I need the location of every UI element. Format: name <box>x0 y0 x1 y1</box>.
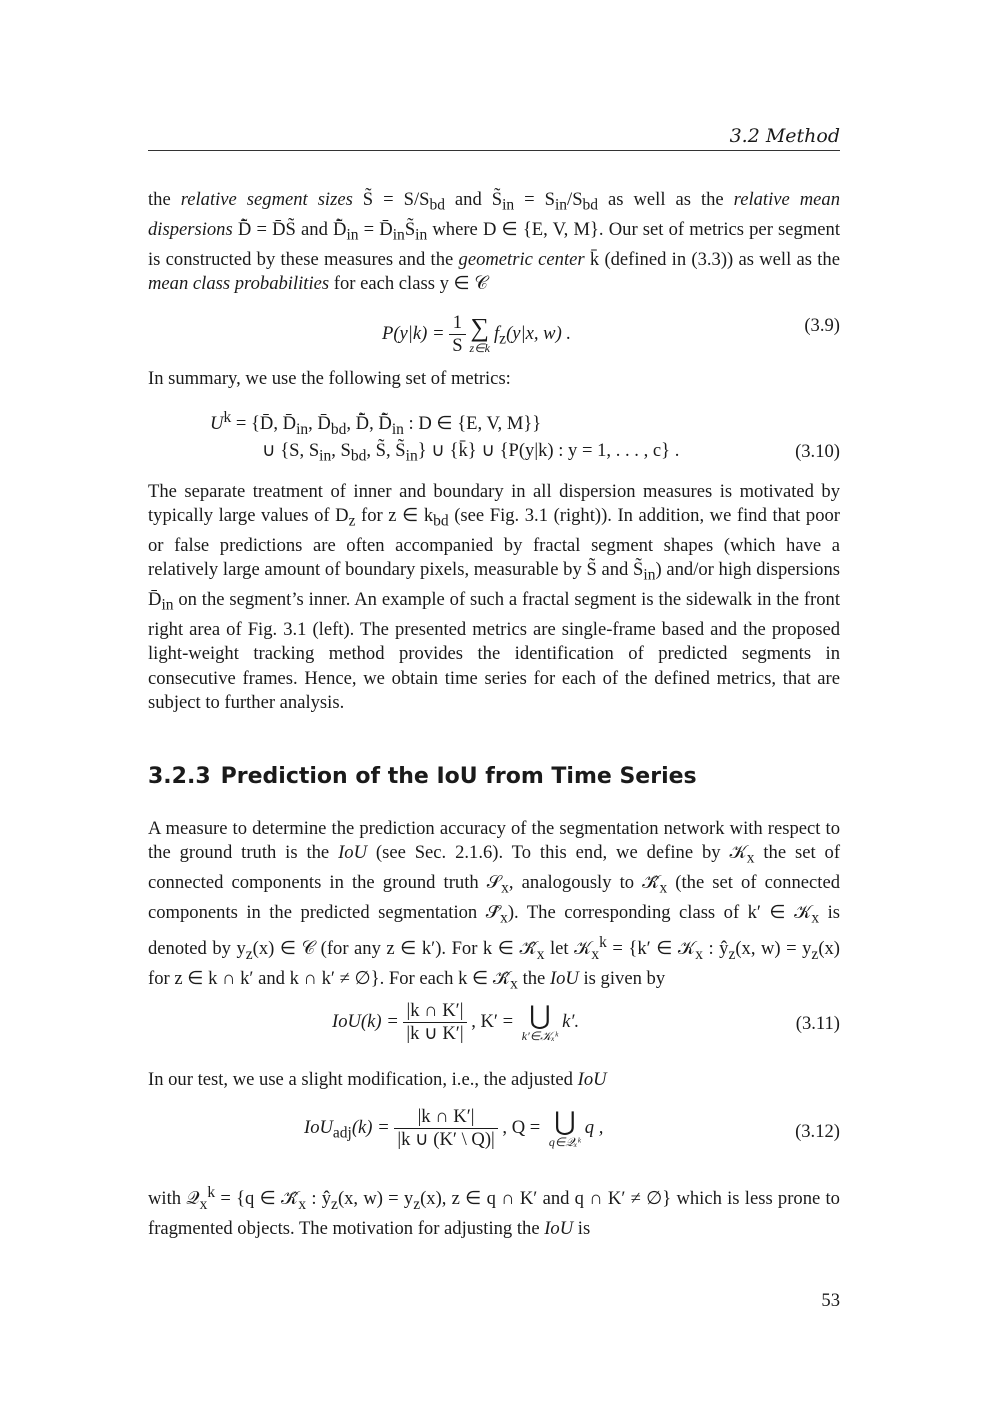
equation-3-11: IoU(k) = $\frac{|k \cap K'|}{|k \cup K'|}$ , K′ = ⋃ k′∈𝒦ₓᵏ k′. <box>332 1000 580 1044</box>
union-operator: ⋃ k′∈𝒦ₓᵏ <box>521 1000 559 1043</box>
equation-3-9: P(y|k) = $\frac{1}{S}$ ∑ z∈k $f_z(y|x$, w) . <box>382 312 572 356</box>
header-rule <box>148 150 840 151</box>
paragraph-adjusted-iou: In our test, we use a slight modification, i.e., the adjusted IoU <box>148 1069 607 1090</box>
equation-label-3-9: (3.9) <box>804 315 840 336</box>
running-header: 3.2 Method <box>729 125 840 147</box>
equation-label-3-11: (3.11) <box>795 1013 840 1034</box>
page-number: 53 <box>821 1290 840 1311</box>
sum-operator: ∑ z∈k <box>469 312 490 355</box>
union-operator: ⋃ q∈𝒬ₓᵏ <box>548 1106 581 1149</box>
section-heading: 3.2.3 Prediction of the IoU from Time Series <box>148 764 697 789</box>
paragraph-dispersion-treatment: The separate treatment of inner and boundary in all dispersion measures is motivated by typically large values of $D_z$ for z ∈ $k_{bd}$ (see Fig. 3.1 (right)). In addition, we find that poor or false predictions are often accompanied by fractal segment shapes (which have a relatively large amount of boundary pixels, measurable by S̃ and $S̃_{in}$) and/or high dispersions $D̄_{in}$ on the segment’s inner. An example of such a fractal segment is the sidewalk in the front right area of Fig. 3.1 (left). The presented metrics are single-frame based and the proposed light-weight tracking method provides the identification of predicted segments in consecutive frames. Hence, we obtain time series for each of the defined metrics, that are subject to further analysis. <box>148 481 840 713</box>
fraction: $\frac{1}{S}$ <box>449 312 465 357</box>
equation-3-12: IoU$_{adj}$(k) = $\frac{|k \cap K'|}{|k \cup (K' \backslash Q)|}$ , Q = ⋃ q∈𝒬ₓᵏ q , <box>304 1106 604 1150</box>
equation-label-3-12: (3.12) <box>795 1121 840 1142</box>
equation-label-3-10: (3.10) <box>795 441 840 462</box>
fraction: $\frac{|k \cap K'|}{|k \cup K'|}$ <box>403 1000 466 1045</box>
paragraph-relative-sizes: the relative segment sizes S̃ = $S/S_{bd}$ and $S̃_{in} = S_{in}/S_{bd}$ as well as the relative mean dispersions D̃̄ = D̄S̃ and $D̃̄_{in}$ = $D̄_{in}S̃_{in}$ where D ∈ {E, V, M}. Our set of metrics per segment is constructed by these measures and the geometric center k̄ (defined in (3.3)) as well as the mean class probabilities for each class y ∈ 𝒞 <box>148 189 841 295</box>
fraction: $\frac{|k \cap K'|}{|k \cup (K' \backslash Q)|}$ <box>394 1106 497 1151</box>
equation-3-10-line1: $U^k$ = {D̄, $D̄_{in}$, $D̄_{bd}$, D̃̄, $D̃̄_{in}$ : D ∈ {E, V, M}} <box>210 409 542 438</box>
paragraph-iou-definition: A measure to determine the prediction accuracy of the segmentation network with respect to the ground truth is the IoU (see Sec. 2.1.6). To this end, we define by 𝒦$_x$ the set of connected components in the ground truth 𝒮$_x$, analogously to $𝒦̂_x$ (the set of connected components in the predicted segmentation $𝒮̂_x$). The corresponding class of k′ ∈ 𝒦$_x$ is denoted by $y_z(x)$ ∈ 𝒞 (for any z ∈ k′). For k ∈ $𝒦̂_x$ let 𝒦$_x^k$ = {k′ ∈ 𝒦$_x$ : $ŷ_z(x$, $w) = y_z(x)$ for z ∈ k ∩ k′ and k ∩ k′ ≠ ∅}. For each k ∈ $𝒦̂_x$ the IoU is given by <box>148 818 841 993</box>
paragraph-q-definition: with 𝒬$_x^k$ = {q ∈ $𝒦̂_x$ : $ŷ_z(x$, $w) = y_z(x)$, z ∈ q ∩ K′ and q ∩ K′ ≠ ∅} which is less prone to fragmented objects. The motivation for adjusting the IoU is <box>148 1184 840 1240</box>
equation-3-10-line2: ∪ {S, $S_{in}$, $S_{bd}$, S̃, $S̃_{in}$} ∪ {k̄} ∪ {P(y|k) : y = 1, . . . , c} . <box>262 440 680 465</box>
paragraph-summary: In summary, we use the following set of metrics: <box>148 368 511 389</box>
